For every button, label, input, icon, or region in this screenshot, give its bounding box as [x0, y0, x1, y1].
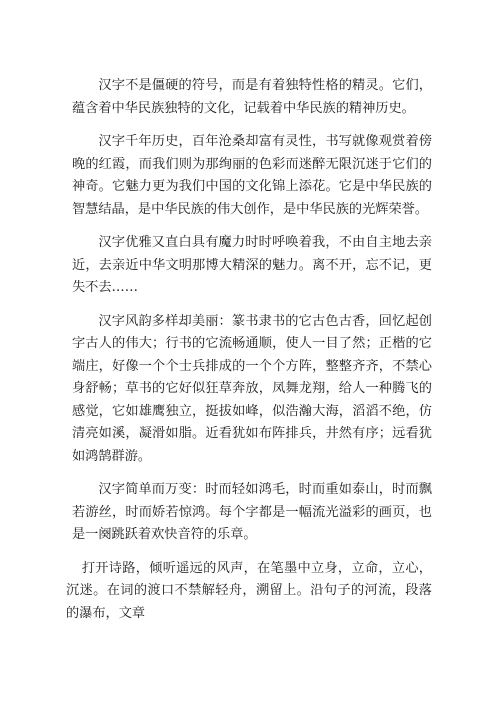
paragraph-5: 汉字简单而万变：时而轻如鸿毛，时而重如泰山，时而飘若游丝，时而娇若惊鸿。每个字都是一幅流光溢彩的画页，也是一阕跳跃着欢快音符的乐章。 [72, 482, 432, 542]
paragraph-3: 汉字优雅又直白具有魔力时时呼唤着我，不由自主地去亲近，去亲近中华文明那博大精深的魅力。离不开，忘不记，更失不去…… [72, 235, 432, 295]
paragraph-6: 打开诗路，倾听遥远的风声，在笔墨中立身，立命，立心，沉迷。在词的渡口不禁解轻舟，溯留上。沿句子的河流，段落的瀑布，文章 [66, 560, 432, 621]
paragraph-4: 汉字风韵多样却美丽：篆书隶书的它古色古香，回忆起创字古人的伟大；行书的它流畅通顺，使人一目了然；正楷的它端庄，好像一个个士兵排成的一个个方阵，整整齐齐，不禁心身舒畅；草书的它好似狂草奔放，凤舞龙翔，给人一种腾飞的感觉，它如雄鹰独立，挺拔如峰，似浩瀚大海，滔滔不绝，仿清亮如溪，凝滑如脂。近看犹如布阵排兵，井然有序；远看犹如鸿鹄群游。 [72, 313, 432, 464]
document-body [66, 75, 432, 636]
paragraph-2: 汉字千年历史，百年沧桑却富有灵性，书写就像观赏着傍晚的红霞，而我们则为那绚丽的色彩而迷醉无限沉迷于它们的神奇。它魅力更为我们中国的文化锦上添花。它是中华民族的智慧结晶，是中华民族的伟大创作，是中华民族的光辉荣誉。 [72, 134, 432, 217]
paragraph-1: 汉字不是僵硬的符号，而是有着独特性格的精灵。它们，蕴含着中华民族独特的文化，记载着中华民族的精神历史。 [72, 78, 432, 116]
